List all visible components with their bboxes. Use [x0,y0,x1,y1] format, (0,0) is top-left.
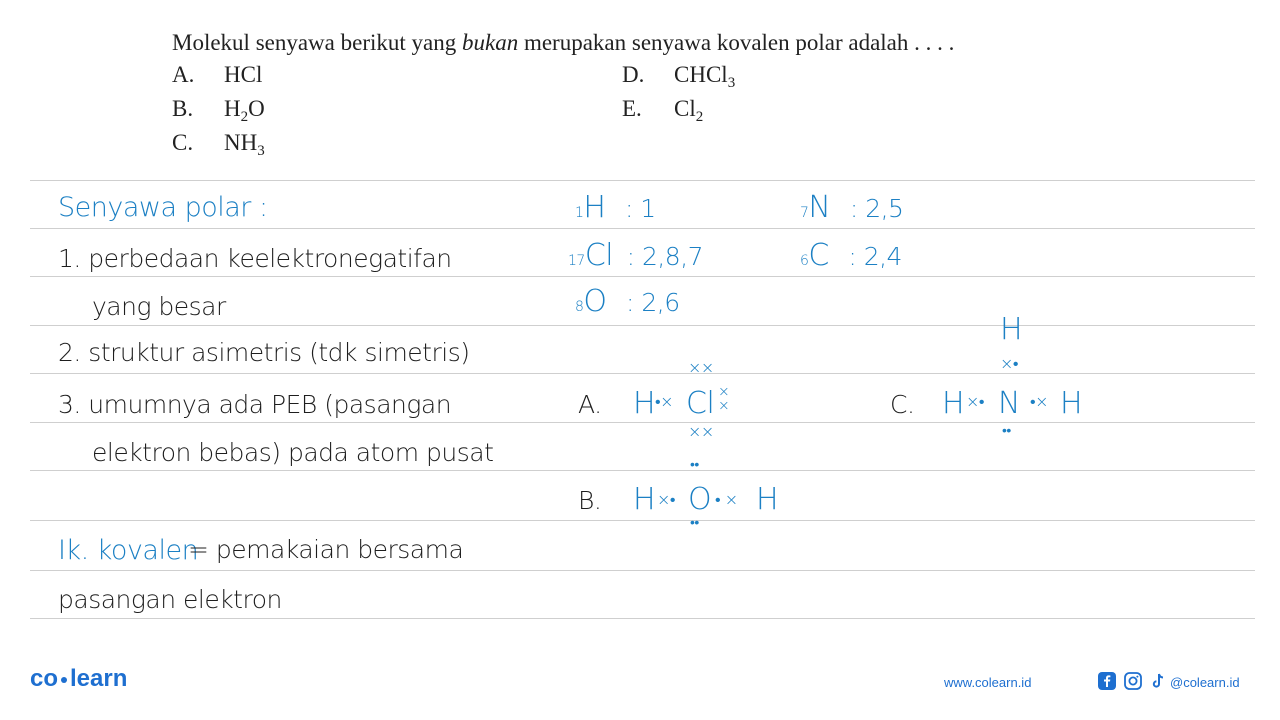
option-c [172,130,265,159]
lewis-b-label: B. [578,486,602,515]
option-b [172,96,265,125]
config-cl [568,238,703,273]
electron-config: : 2,4 [848,242,902,271]
note-1b: yang besar [92,292,226,321]
option-subscript: 2 [240,109,249,125]
config-h [575,190,656,225]
element-symbol: N [808,190,831,225]
electron-config: : 2,6 [626,288,680,317]
lewis-c-h-top: H [1000,312,1023,347]
logo-dot [61,677,67,683]
element-symbol: Cl [584,238,614,273]
ruled-line [30,325,1255,326]
element-symbol: H [583,190,606,225]
note-1a: 1. perbedaan keelektronegatifan [58,244,452,273]
option-letter: B. [172,96,194,121]
option-text: HCl [224,62,263,87]
stem-post: merupakan senyawa kovalen polar adalah . . . . [518,30,955,55]
social-handle: @colearn.id [1170,675,1240,690]
ruled-line [30,228,1255,229]
electron-config: : 2,5 [849,194,904,223]
note-3a: 3. umumnya ada PEB (pasangan [58,390,452,419]
ruled-line [30,570,1255,571]
lewis-c-label: C. [890,390,915,419]
atomic-number: 7 [800,205,809,221]
lewis-b-bottom-pair: •• [690,515,699,531]
option-letter: C. [172,130,194,155]
option-text: NH [224,130,258,155]
stem-emphasis: bukan [461,30,519,55]
option-d [622,62,736,91]
lewis-c-bottom-pair: •• [1002,423,1011,439]
lewis-c-n: N [998,386,1020,421]
note-3b: elektron bebas) pada atom pusat [92,438,494,467]
option-e [622,96,704,125]
kovalen-label: Ik. kovalen [58,535,199,566]
lewis-b-h2: H [756,482,779,517]
config-n [800,190,903,225]
atomic-number: 6 [800,253,809,269]
option-text-tail: O [248,96,265,121]
option-text: Cl [674,96,696,121]
kovalen-definition-2: pasangan elektron [58,585,282,614]
atomic-number: 8 [575,299,584,315]
tiktok-icon[interactable] [1149,672,1167,690]
atomic-number: 17 [568,253,585,269]
lewis-c-h-right: H [1060,386,1083,421]
logo-part-a: co [30,665,59,692]
ruled-line [30,618,1255,619]
option-text: CHCl [674,62,728,87]
lewis-b-h1: H [633,482,656,517]
lewis-a-h: H [633,386,656,421]
element-symbol: C [808,238,829,273]
polar-title: Senyawa polar : [58,192,268,223]
option-letter: D. [622,62,645,87]
lewis-c-h-left: H [942,386,965,421]
ruled-line [30,373,1255,374]
instagram-icon[interactable] [1124,672,1142,690]
lewis-c-top-pair: ×• [1000,354,1019,373]
ruled-line [30,520,1255,521]
lewis-a-top-pair: ×× [688,358,714,377]
electron-config: : 2,8,7 [626,242,704,271]
ruled-line [30,470,1255,471]
option-text: H [224,96,241,121]
atomic-number: 1 [575,205,584,221]
question-stem [172,30,954,56]
lewis-c-pair-left: ×• [966,392,985,411]
lewis-b-pair-2: • × [715,490,738,509]
lewis-a-right-2: × [718,398,730,414]
option-subscript: 2 [695,109,704,125]
note-2: 2. struktur asimetris (tdk simetris) [58,338,470,367]
option-letter: A. [172,62,195,87]
ruled-line [30,180,1255,181]
option-letter: E. [622,96,642,121]
stem-pre: Molekul senyawa berikut yang [172,30,462,55]
element-symbol: O [583,284,607,319]
lewis-a-bottom-pair: ×× [688,422,714,441]
config-o [575,284,680,319]
ruled-line [30,422,1255,423]
colearn-logo [30,665,127,693]
ruled-line [30,276,1255,277]
option-a [172,62,263,88]
lewis-b-o: O [688,482,712,517]
lewis-a-label: A. [578,390,602,419]
lewis-b-pair-1: ×• [657,490,676,509]
lewis-c-pair-right: •× [1030,392,1049,411]
lewis-a-right-1: × [718,384,730,400]
lewis-a-bond-pair: •× [655,392,674,411]
kovalen-definition: = pemakaian bersama [188,535,464,564]
config-c [800,238,902,273]
option-subscript: 3 [257,143,265,159]
facebook-icon[interactable] [1098,672,1116,690]
lewis-a-cl: Cl [686,386,715,421]
option-subscript: 3 [727,75,736,91]
logo-part-b: learn [70,665,128,692]
lewis-b-top-pair: •• [690,457,699,473]
website-link[interactable]: www.colearn.id [944,675,1032,690]
electron-config: : 1 [624,194,656,223]
